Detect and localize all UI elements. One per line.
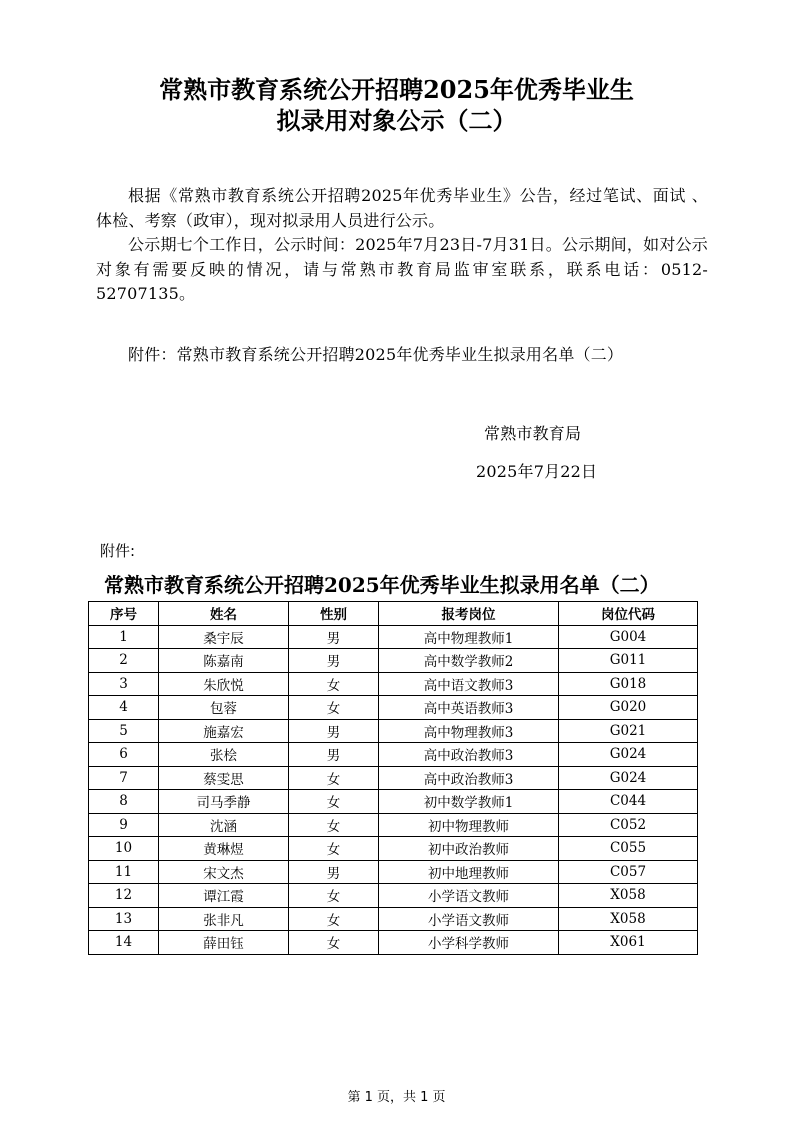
cell-post-code: G004 <box>559 625 698 649</box>
issue-date: 2025年7月22日 <box>476 462 598 481</box>
table-header-row <box>89 602 698 626</box>
table-row <box>89 907 698 931</box>
column-header-gender: 性别 <box>289 602 379 626</box>
cell-gender: 女 <box>289 884 379 908</box>
cell-serial: 3 <box>89 672 159 696</box>
cell-post-code: G011 <box>559 649 698 673</box>
cell-post-code: G024 <box>559 766 698 790</box>
attachment-reference: 附件：常熟市教育系统公开招聘2025年优秀毕业生拟录用名单（二） <box>128 345 624 364</box>
cell-gender: 女 <box>289 766 379 790</box>
cell-gender: 男 <box>289 625 379 649</box>
notice-paragraph-basis: 根据《常熟市教育系统公开招聘2025年优秀毕业生》公告，经过笔试、面试 、体检、考察（政审），现对拟录用人员进行公示。 <box>96 186 708 230</box>
cell-post: 高中英语教师3 <box>379 696 559 720</box>
cell-gender: 女 <box>289 672 379 696</box>
cell-serial: 12 <box>89 884 159 908</box>
cell-post: 高中语文教师3 <box>379 672 559 696</box>
cell-post-code: C052 <box>559 813 698 837</box>
cell-serial: 7 <box>89 766 159 790</box>
cell-name: 张桧 <box>159 743 289 767</box>
cell-gender: 男 <box>289 719 379 743</box>
cell-post: 初中物理教师 <box>379 813 559 837</box>
table-row <box>89 743 698 767</box>
issuer-signature: 常熟市教育局 <box>484 424 582 443</box>
cell-post-code: C055 <box>559 837 698 861</box>
roster-table <box>88 601 698 955</box>
table-row <box>89 790 698 814</box>
cell-post-code: G024 <box>559 743 698 767</box>
column-header-post: 报考岗位 <box>379 602 559 626</box>
cell-name: 陈嘉南 <box>159 649 289 673</box>
cell-post: 小学科学教师 <box>379 931 559 955</box>
cell-name: 朱欣悦 <box>159 672 289 696</box>
cell-serial: 14 <box>89 931 159 955</box>
roster-table-title: 常熟市教育系统公开招聘2025年优秀毕业生拟录用名单（二） <box>104 573 660 597</box>
cell-name: 黄琳煜 <box>159 837 289 861</box>
cell-name: 蔡雯思 <box>159 766 289 790</box>
cell-name: 张非凡 <box>159 907 289 931</box>
cell-name: 桑宇辰 <box>159 625 289 649</box>
cell-post-code: C044 <box>559 790 698 814</box>
cell-post-code: C057 <box>559 860 698 884</box>
table-row <box>89 813 698 837</box>
cell-serial: 9 <box>89 813 159 837</box>
cell-gender: 女 <box>289 837 379 861</box>
cell-serial: 1 <box>89 625 159 649</box>
column-header-serial: 序号 <box>89 602 159 626</box>
column-header-post-code: 岗位代码 <box>559 602 698 626</box>
cell-post-code: G021 <box>559 719 698 743</box>
table-row <box>89 649 698 673</box>
document-title-line2: 拟录用对象公示（二） <box>276 106 517 135</box>
cell-name: 谭江霞 <box>159 884 289 908</box>
cell-post: 初中数学教师1 <box>379 790 559 814</box>
cell-gender: 女 <box>289 907 379 931</box>
cell-post: 小学语文教师 <box>379 907 559 931</box>
table-row <box>89 766 698 790</box>
cell-gender: 男 <box>289 743 379 767</box>
cell-name: 司马季静 <box>159 790 289 814</box>
page-number-footer: 第 1 页，共 1 页 <box>347 1090 446 1105</box>
cell-post: 高中政治教师3 <box>379 743 559 767</box>
cell-serial: 6 <box>89 743 159 767</box>
document-title-line1: 常熟市教育系统公开招聘2025年优秀毕业生 <box>159 75 634 104</box>
cell-post: 高中物理教师1 <box>379 625 559 649</box>
cell-post: 高中物理教师3 <box>379 719 559 743</box>
cell-name: 沈涵 <box>159 813 289 837</box>
table-row <box>89 931 698 955</box>
cell-post: 初中地理教师 <box>379 860 559 884</box>
cell-gender: 男 <box>289 649 379 673</box>
cell-post: 高中政治教师3 <box>379 766 559 790</box>
cell-gender: 女 <box>289 813 379 837</box>
table-row <box>89 719 698 743</box>
cell-post: 高中数学教师2 <box>379 649 559 673</box>
cell-post-code: G020 <box>559 696 698 720</box>
cell-gender: 男 <box>289 860 379 884</box>
column-header-name: 姓名 <box>159 602 289 626</box>
cell-name: 包蓉 <box>159 696 289 720</box>
cell-serial: 13 <box>89 907 159 931</box>
cell-name: 施嘉宏 <box>159 719 289 743</box>
cell-gender: 女 <box>289 696 379 720</box>
cell-post: 小学语文教师 <box>379 884 559 908</box>
cell-gender: 女 <box>289 790 379 814</box>
attachment-label: 附件: <box>100 542 136 560</box>
cell-name: 宋文杰 <box>159 860 289 884</box>
table-row <box>89 625 698 649</box>
cell-post-code: X061 <box>559 931 698 955</box>
cell-name: 薛田钰 <box>159 931 289 955</box>
cell-post-code: X058 <box>559 884 698 908</box>
cell-gender: 女 <box>289 931 379 955</box>
table-row <box>89 837 698 861</box>
cell-serial: 8 <box>89 790 159 814</box>
cell-serial: 2 <box>89 649 159 673</box>
cell-serial: 4 <box>89 696 159 720</box>
roster-table-body <box>89 625 698 954</box>
cell-serial: 10 <box>89 837 159 861</box>
cell-serial: 5 <box>89 719 159 743</box>
notice-paragraph-period: 公示期七个工作日，公示时间：2025年7月23日-7月31日。公示期间，如对公示对象有需要反映的情况，请与常熟市教育局监审室联系，联系电话：0512-52707135。 <box>96 235 708 303</box>
cell-post-code: G018 <box>559 672 698 696</box>
cell-serial: 11 <box>89 860 159 884</box>
table-row <box>89 696 698 720</box>
table-row <box>89 860 698 884</box>
cell-post: 初中政治教师 <box>379 837 559 861</box>
table-row <box>89 884 698 908</box>
table-row <box>89 672 698 696</box>
cell-post-code: X058 <box>559 907 698 931</box>
